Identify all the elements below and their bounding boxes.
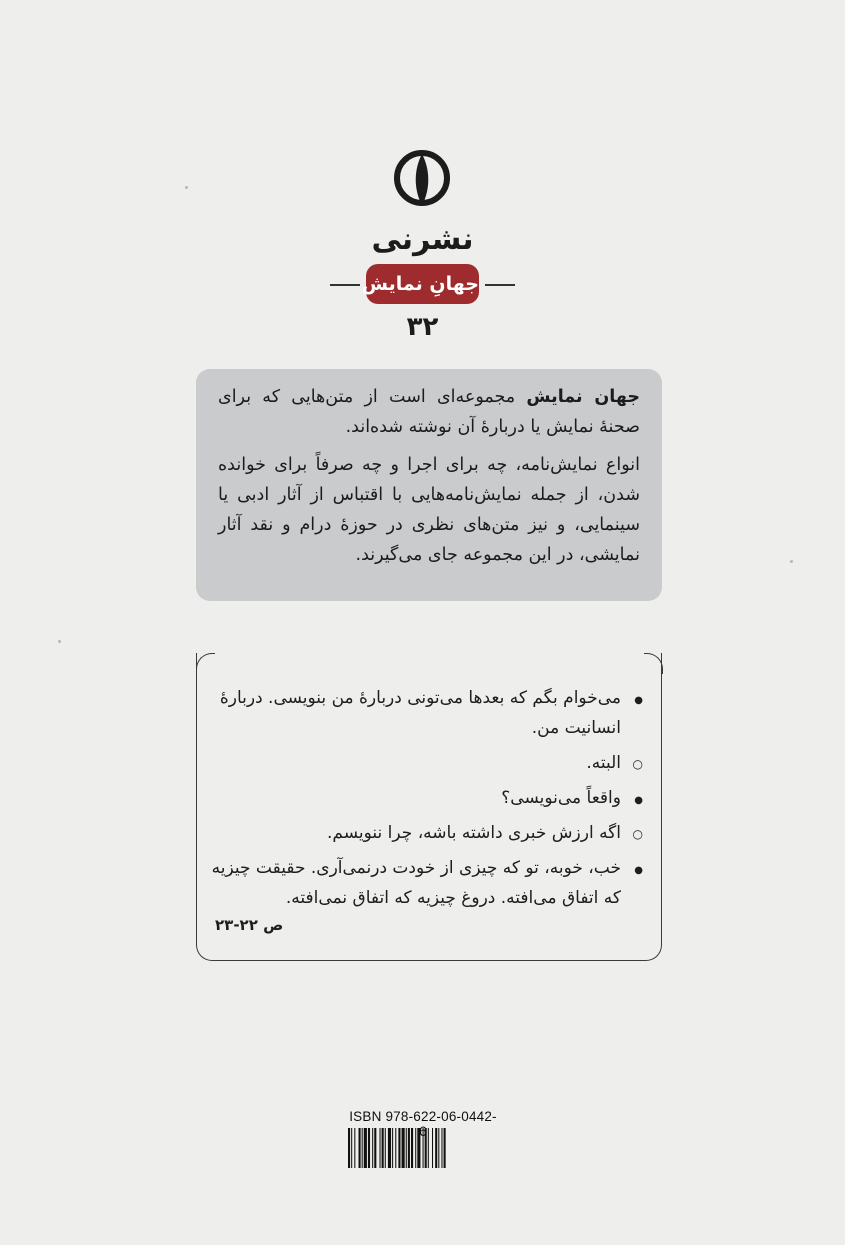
barcode-bar	[402, 1128, 405, 1168]
barcode-bar	[382, 1128, 384, 1168]
hollow-bullet-icon	[633, 748, 643, 779]
barcode-bar	[348, 1128, 350, 1168]
dialogue-text: واقعاً می‌نویسی؟	[501, 788, 621, 808]
barcode-bar	[444, 1128, 446, 1168]
filled-bullet-icon	[634, 783, 643, 816]
isbn-label: ISBN 978-622-06-0442-6	[349, 1109, 497, 1139]
barcode-bar	[432, 1128, 433, 1168]
dialogue-text: می‌خوام بگم که بعدها می‌تونی دربارهٔ من بنویسی. دربارهٔ انسانیت من.	[219, 688, 621, 738]
description-paragraph-2: انواع نمایش‌نامه، چه برای اجرا و چه صرفاً برای خوانده شدن، از جمله نمایش‌نامه‌هایی با اقتباس از آثار ادبی یا سینمایی، و نیز متن‌های نظری در حوزهٔ درام و نقد آثار نمایشی، در این مجموعه جای می‌گیرند.	[218, 455, 640, 565]
series-description	[196, 369, 662, 601]
filled-bullet-icon	[634, 853, 643, 886]
barcode-bar	[359, 1128, 361, 1168]
publisher-name: نشرنی	[371, 222, 474, 257]
barcode-bar	[392, 1128, 393, 1168]
barcode-bar	[395, 1128, 396, 1168]
barcode-bar	[385, 1128, 386, 1168]
barcode-bar	[425, 1128, 427, 1168]
excerpt-box	[196, 653, 662, 961]
dialogue-line	[211, 683, 643, 743]
paper-fleck	[58, 640, 61, 643]
isbn-barcode	[347, 1128, 499, 1168]
paper-fleck	[185, 186, 188, 189]
hollow-bullet-icon	[633, 818, 643, 849]
barcode-bar	[411, 1128, 413, 1168]
barcode-bar	[374, 1128, 376, 1168]
barcode-bar	[362, 1128, 363, 1168]
barcode-bar	[354, 1128, 355, 1168]
publisher-logo-icon	[392, 145, 452, 217]
paper-fleck	[790, 560, 793, 563]
barcode-bar	[423, 1128, 424, 1168]
series-divider-right	[485, 284, 515, 286]
barcode-bar	[428, 1128, 429, 1168]
dialogue-text: خب، خوبه، تو که چیزی از خودت درنمی‌آری. حقیقت چیزیه که اتفاق می‌افته. دروغ چیزیه که اتفاق نمی‌افته.	[211, 858, 621, 908]
barcode-bar	[380, 1128, 381, 1168]
barcode-bar	[408, 1128, 410, 1168]
series-banner	[330, 264, 515, 304]
barcode-bar	[388, 1128, 391, 1168]
excerpt-page-reference: ص ۲۲-۲۳	[215, 916, 284, 934]
dialogue-line	[211, 783, 643, 813]
barcode-bar	[415, 1128, 416, 1168]
dialogue-line	[211, 853, 643, 913]
barcode-bar	[441, 1128, 442, 1168]
series-label: جهانِ نمایش	[366, 264, 479, 304]
barcode-bar	[417, 1128, 420, 1168]
series-divider-left	[330, 284, 360, 286]
barcode-bar	[435, 1128, 437, 1168]
series-number: ۳۲	[406, 312, 439, 342]
description-paragraph-1	[218, 382, 640, 442]
description-paragraph-1-text: مجموعه‌ای است از متن‌هایی که برای صحنهٔ نمایش یا دربارهٔ آن نوشته شده‌اند.	[218, 387, 640, 437]
dialogue-text: اگه ارزش خبری داشته باشه، چرا ننویسم.	[327, 823, 621, 843]
dialogue-text: البته.	[586, 753, 621, 773]
barcode-bar	[368, 1128, 370, 1168]
dialogue-line	[211, 748, 643, 778]
description-series-name: جهان نمایش	[526, 387, 641, 407]
dialogue-line	[211, 818, 643, 848]
barcode-bar	[398, 1128, 400, 1168]
barcode-bar	[351, 1128, 352, 1168]
barcode-bar	[438, 1128, 439, 1168]
filled-bullet-icon	[634, 683, 643, 716]
barcode-bar	[372, 1128, 373, 1168]
barcode-bar	[406, 1128, 407, 1168]
excerpt-dialogue	[197, 653, 661, 913]
barcode-bar	[364, 1128, 367, 1168]
